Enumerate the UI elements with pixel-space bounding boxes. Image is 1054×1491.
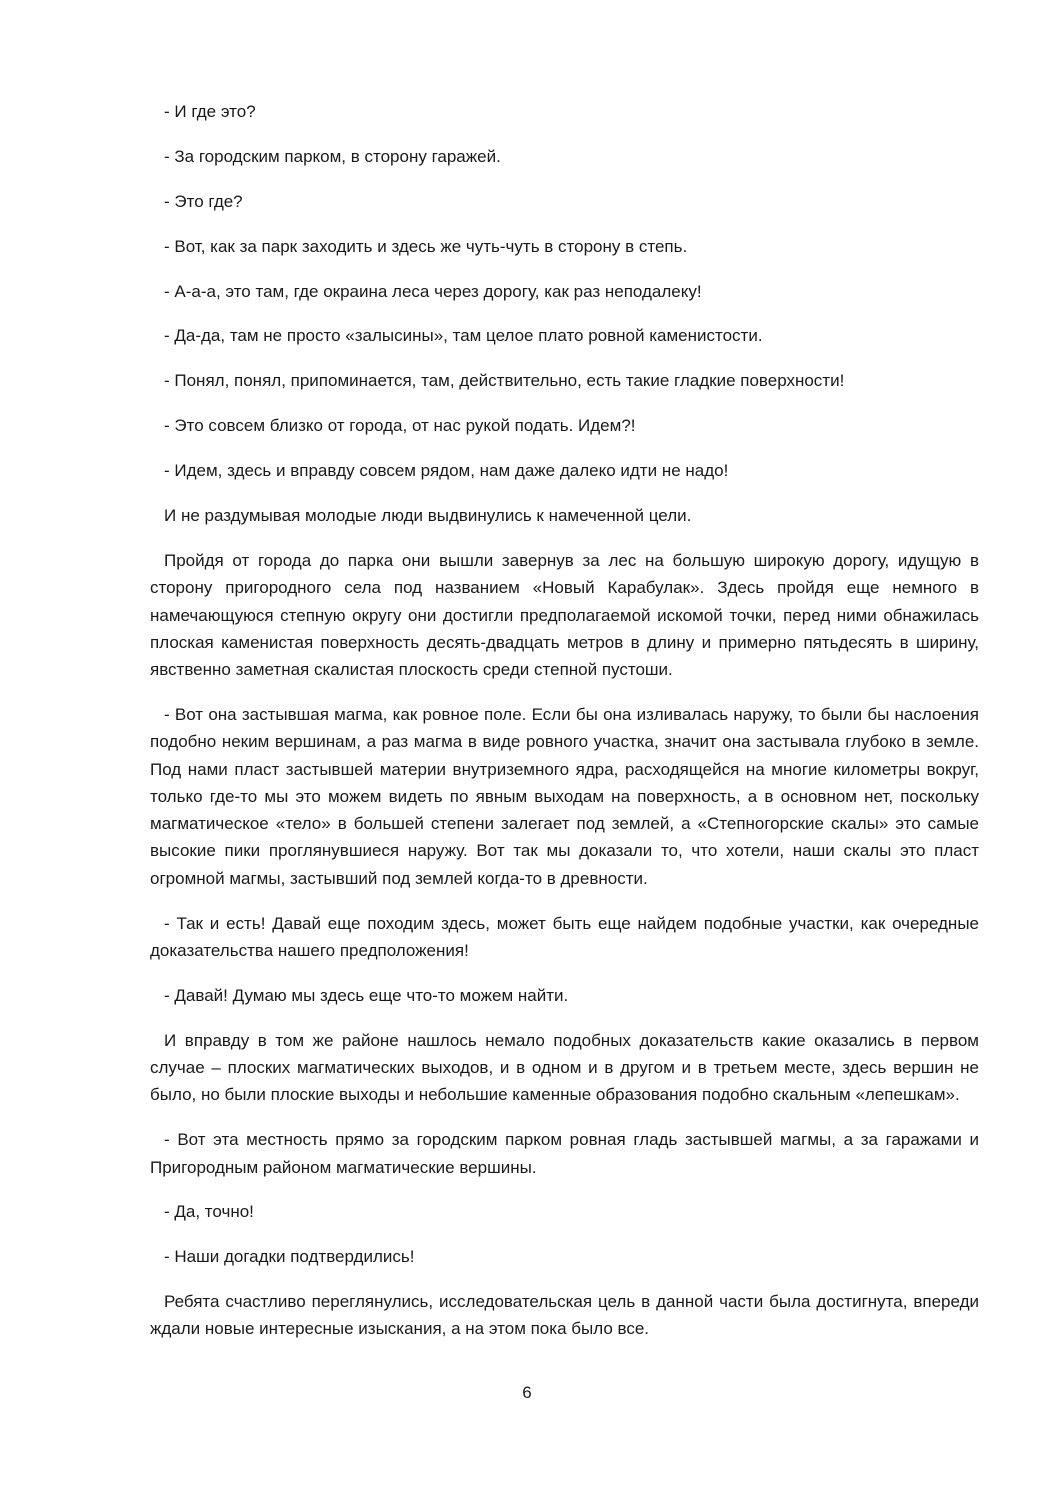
paragraph-dialogue: - Вот она застывшая магма, как ровное поле. Если бы она изливалась наружу, то были бы наслоения подобно неким вершинам, а раз магма в виде ровного участка, значит она застывала глубоко в земле. Под нами пласт застывшей материи внутриземного ядра, расходящейся на многие километры вокруг, только где-то мы это можем видеть по явным выходам на поверхность, а в основном нет, поскольку магматическое «тело» в большей степени залегает под землей, а «Степногорские скалы» это самые высокие пики проглянувшиеся наружу. Вот так мы доказали то, что хотели, наши скалы это пласт огромной магмы, застывший под землей когда-то в древности. <box>150 704 979 888</box>
paragraph-dialogue: - Наши догадки подтвердились! <box>164 1247 415 1267</box>
paragraph-dialogue: - А-а-а, это там, где окраина леса через дорогу, как раз неподалеку! <box>164 281 702 301</box>
paragraph-dialogue: - Так и есть! Давай еще походим здесь, может быть еще найдем подобные участки, как очередные доказательства нашего предположения! <box>150 913 979 960</box>
text-column <box>150 98 979 1360</box>
paragraph-dialogue: - И где это? <box>164 102 256 121</box>
page-number: 6 <box>522 1383 532 1402</box>
paragraph-dialogue: - Это где? <box>164 191 243 211</box>
paragraph-narration: Ребята счастливо переглянулись, исследовательская цель в данной части была достигнута, впереди ждали новые интересные изыскания, а на этом пока было все. <box>150 1292 979 1339</box>
paragraph-dialogue: - Вот эта местность прямо за городским парком ровная гладь застывшей магмы, а за гаражами и Пригородным районом магматические вершины. <box>150 1130 979 1177</box>
paragraph-dialogue: - Да-да, там не просто «залысины», там целое плато ровной каменистости. <box>164 326 763 346</box>
paragraph-dialogue: - Вот, как за парк заходить и здесь же чуть-чуть в сторону в степь. <box>164 236 688 256</box>
paragraph-dialogue: - Понял, понял, припоминается, там, действительно, есть такие гладкие поверхности! <box>164 371 845 391</box>
paragraph-dialogue: - За городским парком, в сторону гаражей. <box>164 146 501 166</box>
paragraph-dialogue: - Это совсем близко от города, от нас рукой подать. Идем?! <box>164 416 636 436</box>
paragraph-narration: И вправду в том же районе нашлось немало подобных доказательств какие оказались в первом случае – плоских магматических выходов, и в одном и в другом и в третьем месте, здесь вершин не было, но были плоские выходы и небольшие каменные образования подобно скальным «лепешкам». <box>150 1030 979 1105</box>
paragraph-narration: И не раздумывая молодые люди выдвинулись к намеченной цели. <box>164 506 692 526</box>
paragraph-dialogue: - Идем, здесь и вправду совсем рядом, нам даже далеко идти не надо! <box>164 461 729 481</box>
paragraph-dialogue: - Давай! Думаю мы здесь еще что-то можем найти. <box>164 985 569 1005</box>
paragraph-narration: Пройдя от города до парка они вышли завернув за лес на большую широкую дорогу, идущую в сторону пригородного села под названием «Новый Карабулак». Здесь пройдя еще немного в намечающуюся степную округу они достигли предполагаемой искомой точки, перед ними обнажилась плоская каменистая поверхность десять-двадцать метров в длину и примерно пятьдесять в ширину, явственно заметная скалистая плоскость среди степной пустоши. <box>150 550 979 680</box>
paragraph-dialogue: - Да, точно! <box>164 1202 254 1222</box>
